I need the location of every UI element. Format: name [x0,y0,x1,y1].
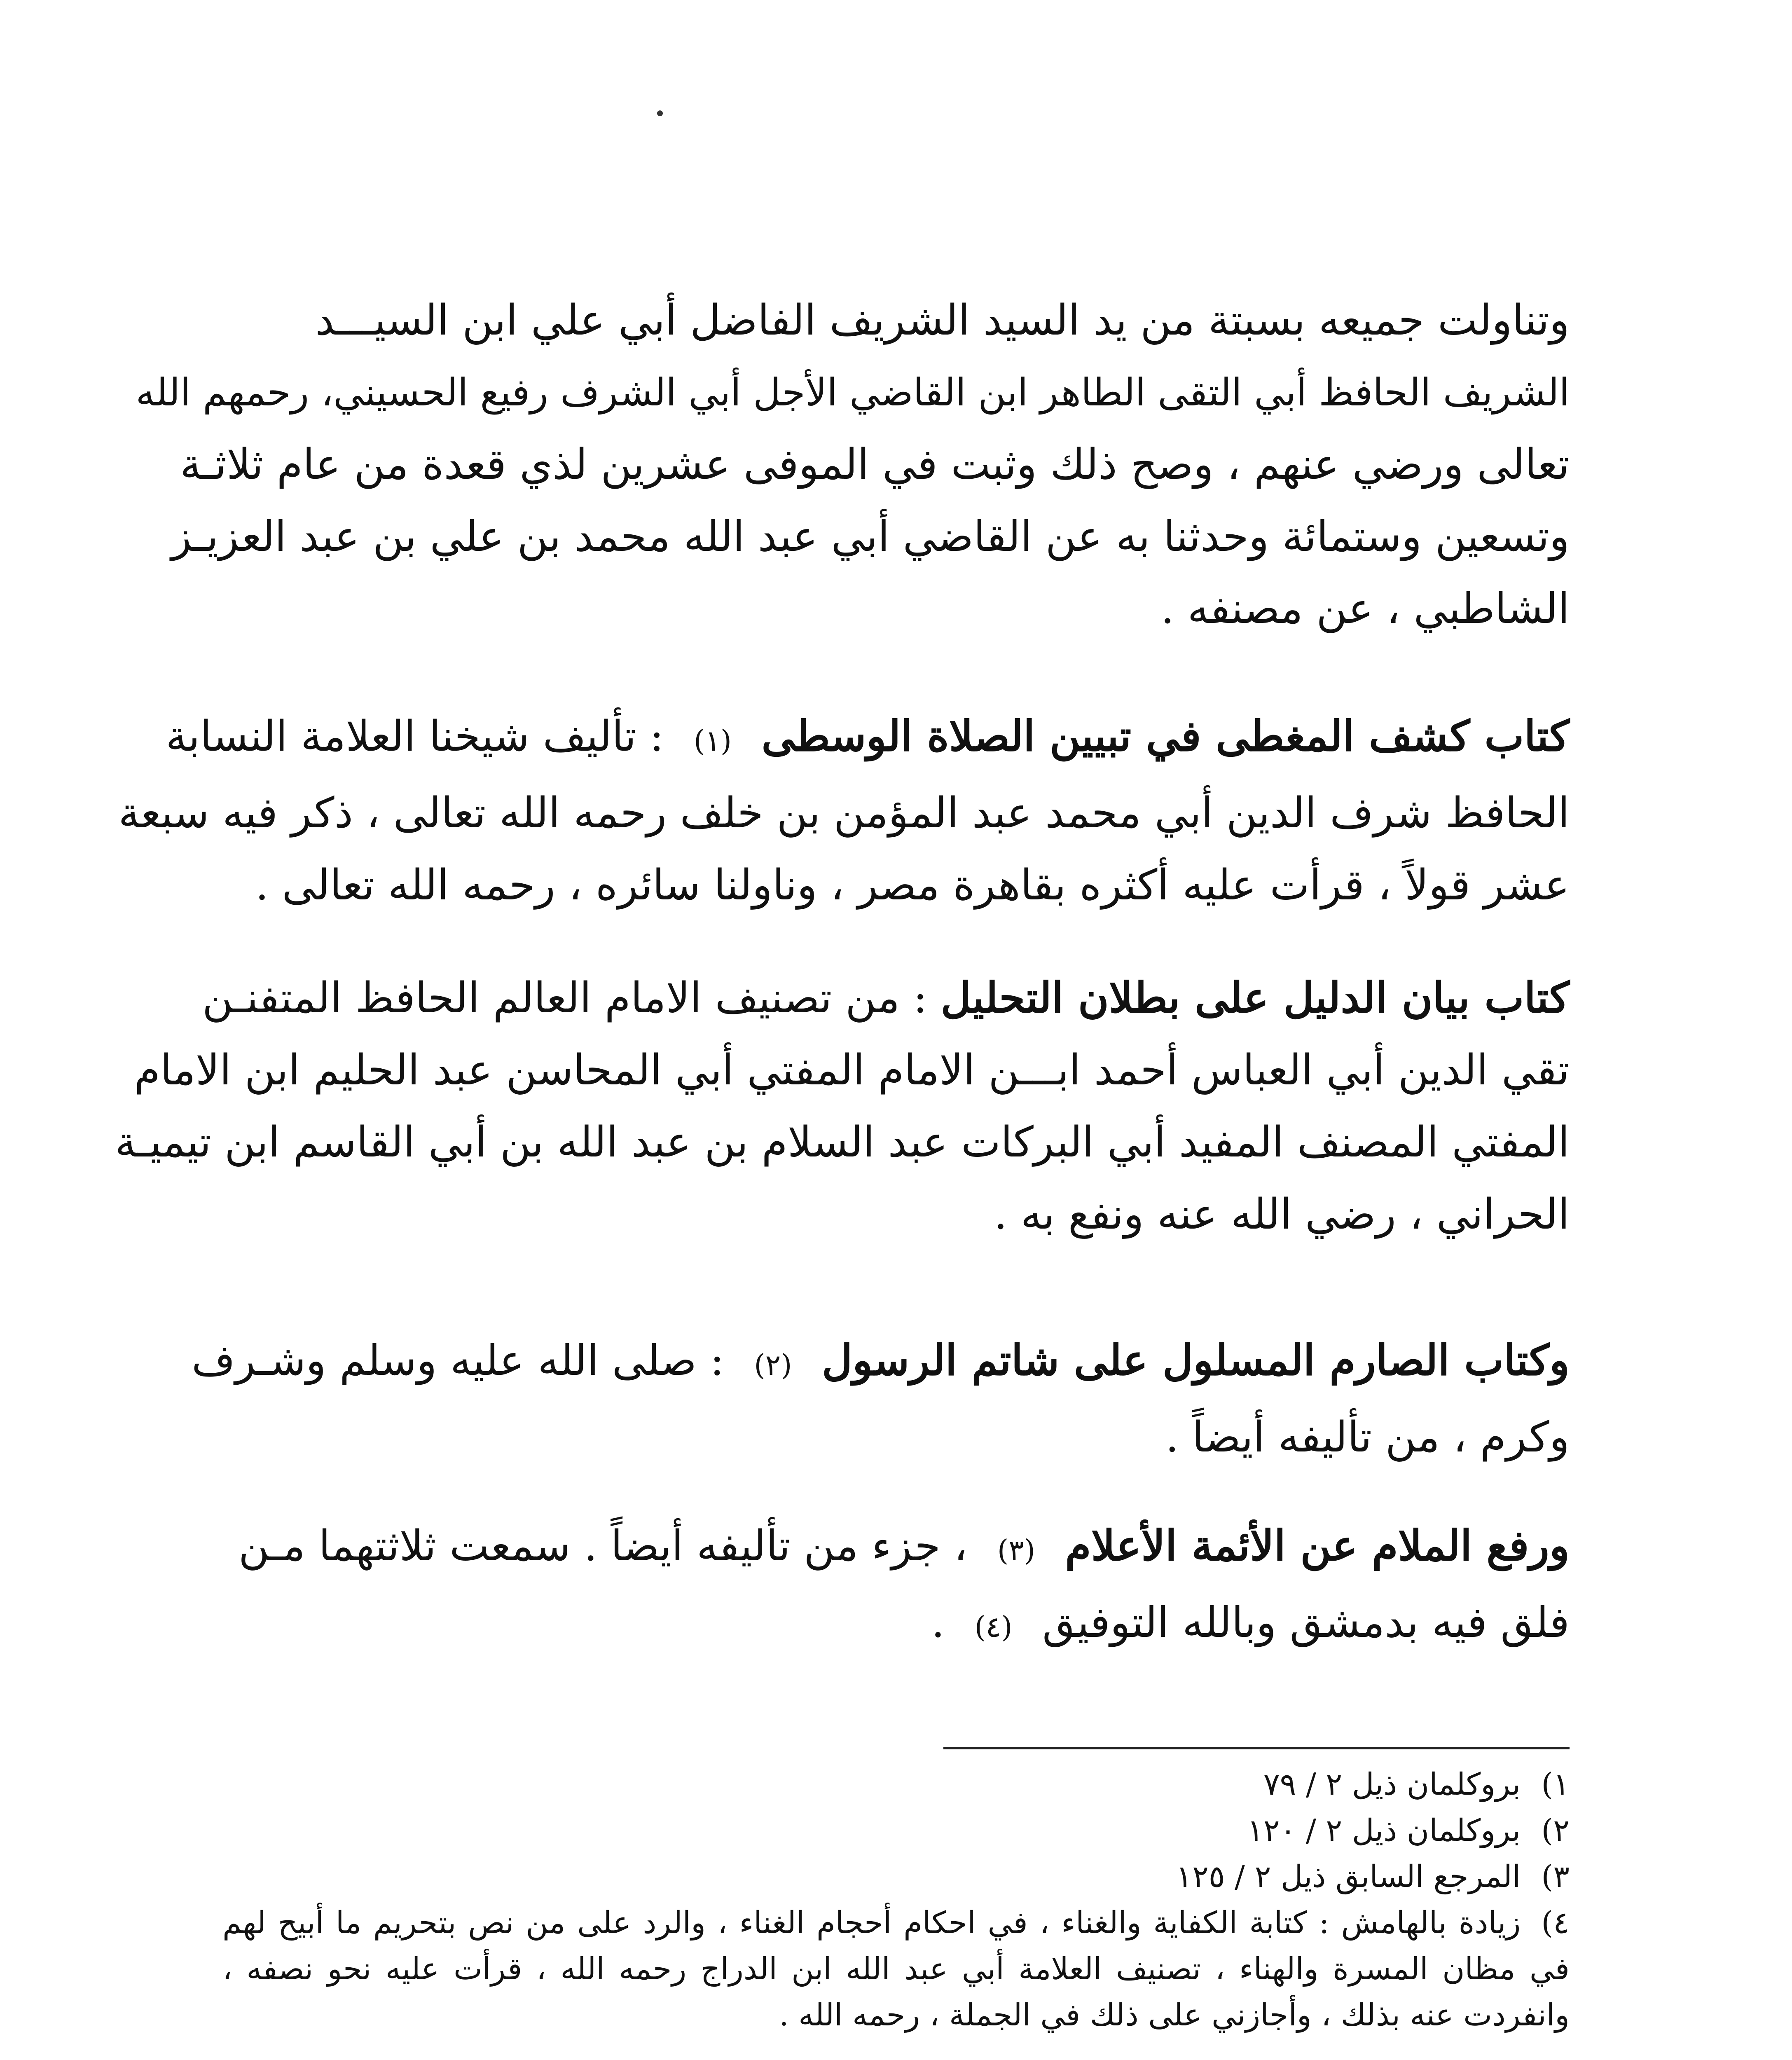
kashf-first-line [166,700,1570,777]
footnote-number: ٤) [1541,1905,1570,1941]
footnote-ref-1[interactable]: (١) [693,724,732,758]
footnote-text: زيادة بالهامش : كتابة الكفاية والغناء ، في احكام أحجام الغناء ، والرد على من نص بتحريم ما أبيح لهم في مظان المسرة والهناء ، تصنيف العلامة أبي عبد الله ابن الدراج رحمه الله ، قرأت عليه نحو نصفه ، وانفردت عنه بذلك ، وأجازني على ذلك في الجملة ، رحمه الله . [222,1905,1570,2033]
sarim-paragraph [192,1325,1570,1473]
sarim-line: وكرم ، من تأليفه أيضاً . [1165,1413,1570,1462]
sarim-line1-rest: : صلى الله عليه وسلم وشـرف [192,1336,724,1385]
footnote-number: ٣) [1541,1859,1570,1894]
footnote-text: بروكلمان ذيل ٢ / ١٢٠ [1247,1813,1521,1848]
bayan-paragraph [115,962,1570,1250]
footnote-item [222,1900,1570,2038]
footnote-text: بروكلمان ذيل ٢ / ٧٩ [1263,1767,1521,1802]
footnote-item [222,1807,1570,1854]
sarim-first-line [192,1325,1570,1401]
footnotes [222,1761,1570,2038]
intro-paragraph [136,284,1570,645]
footnote-number: ١) [1541,1767,1570,1802]
footnote-number: ٢) [1541,1813,1570,1848]
bayan-line1-rest: : من تصنيف الامام العالم الحافظ المتفنـن [202,974,928,1023]
stray-ink-mark [656,109,664,117]
intro-line: الشريف الحافظ أبي التقى الطاهر ابن القاضي الأجل أبي الشرف رفيع الحسيني، رحمهم الله [136,370,1570,414]
raf-line2-text: فلق فيه بدمشق وبالله التوفيق [1042,1598,1570,1647]
footnote-ref-2[interactable]: (٢) [754,1348,792,1382]
raf-paragraph [222,1510,1570,1663]
bayan-line: الحراني ، رضي الله عنه ونفع به . [994,1190,1570,1239]
footnote-item [222,1761,1570,1807]
intro-line: الشاطبي ، عن مصنفه . [1160,584,1570,633]
footnote-text: المرجع السابق ذيل ٢ / ١٢٥ [1176,1859,1521,1894]
raf-line2-end: . [931,1598,945,1647]
sarim-title: وكتاب الصارم المسلول على شاتم الرسول [822,1336,1570,1385]
raf-title: ورفع الملام عن الأئمة الأعلام [1065,1521,1570,1571]
raf-line1-rest: ، جزء من تأليفه أيضاً . سمعت ثلاثتهما مـن [238,1522,968,1571]
bayan-first-line [202,962,1570,1034]
bayan-title: كتاب بيان الدليل على بطلان التحليل [940,973,1570,1023]
intro-line: وتسعين وستمائة وحدثنا به عن القاضي أبي عبد الله محمد بن علي بن عبد العزيـز [171,512,1570,561]
footnote-item [222,1854,1570,1900]
bayan-line: المفتي المصنف المفيد أبي البركات عبد السلام بن عبد الله بن أبي القاسم ابن تيميـة [115,1118,1570,1167]
kashf-line: الحافظ شرف الدين أبي محمد عبد المؤمن بن خلف رحمه الله تعالى ، ذكر فيه سبعة [118,789,1570,838]
intro-line: وتناولت جميعه بسبتة من يد السيد الشريف الفاضل أبي علي ابن السيـــد [315,296,1570,345]
kashf-line: عشر قولاً ، قرأت عليه أكثره بقاهرة مصر ، وناولنا سائره ، رحمه الله تعالى . [255,861,1570,910]
kashf-paragraph [118,700,1570,921]
intro-line: تعالى ورضي عنهم ، وصح ذلك وثبت في الموفى عشرين لذي قعدة من عام ثلاثـة [180,440,1570,489]
bayan-line: تقي الدين أبي العباس أحمد ابـــن الامام المفتي أبي المحاسن عبد الحليم ابن الامام [134,1046,1570,1095]
kashf-line1-rest: : تأليف شيخنا العلامة النسابة [166,712,664,761]
raf-second-line [222,1587,1570,1663]
raf-first-line [222,1510,1570,1587]
footnote-ref-3[interactable]: (٣) [997,1533,1036,1567]
kashf-title: كتاب كشف المغطى في تبيين الصلاة الوسطى [761,712,1570,761]
footnote-separator [943,1747,1570,1749]
footnote-ref-4[interactable]: (٤) [974,1610,1013,1644]
